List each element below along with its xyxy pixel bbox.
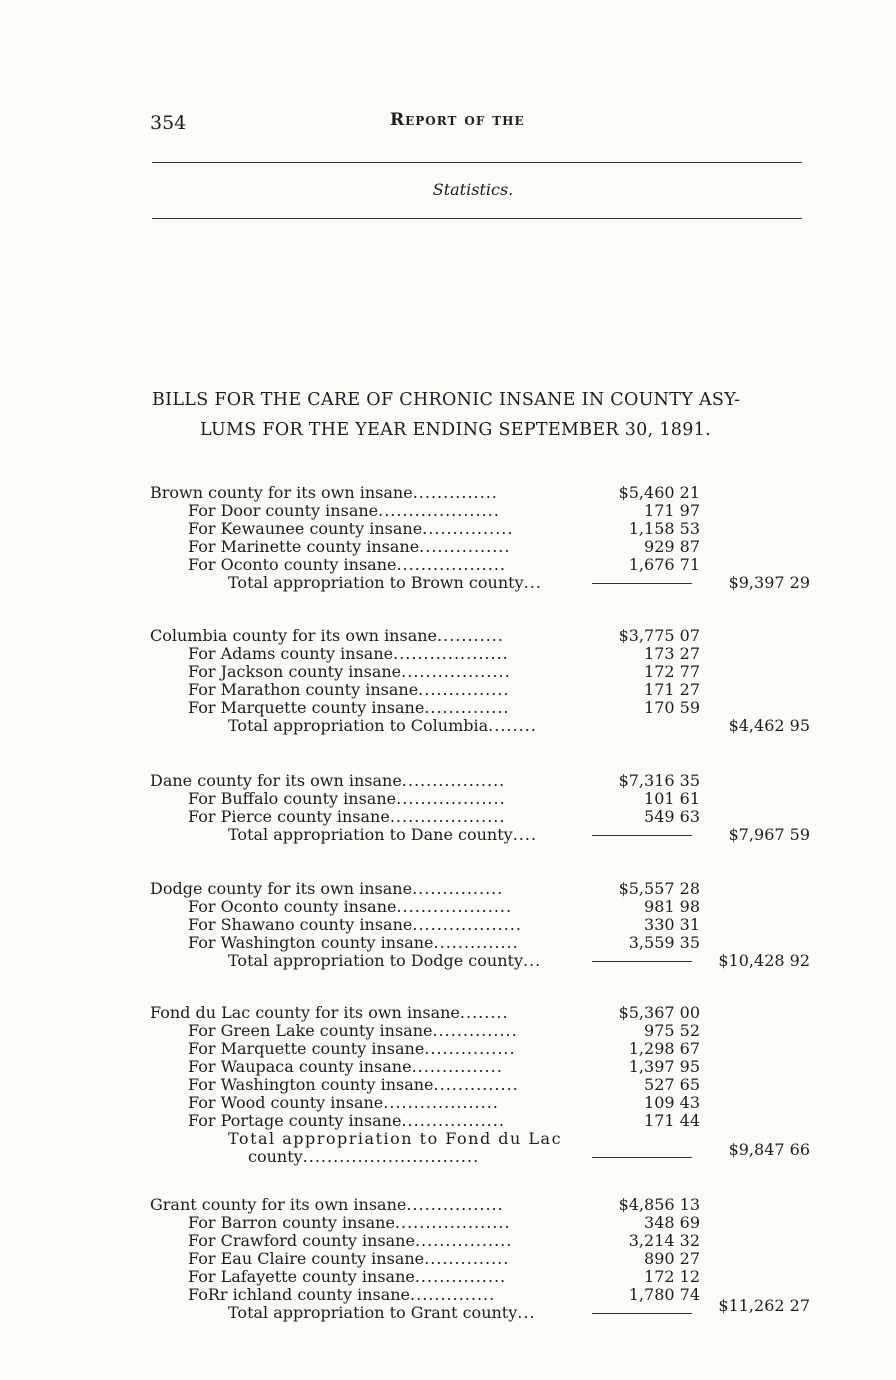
leader-dots: ....: [512, 825, 538, 844]
bill-label: For Washington county insane: [188, 1075, 434, 1094]
table-title-line-1: BILLS FOR THE CARE OF CHRONIC INSANE IN COUNTY ASY-: [152, 390, 741, 410]
leader-dots: ..............: [424, 1249, 510, 1268]
total-label: Total appropriation to Brown county: [228, 573, 524, 592]
leader-dots: ........: [488, 716, 537, 735]
bill-line: [150, 484, 830, 502]
total-label: Total appropriation to Grant county: [228, 1303, 518, 1322]
sum-rule: [592, 961, 692, 962]
county-group-grant: [150, 1196, 830, 1322]
bill-line: [150, 790, 830, 808]
leader-dots: ..............: [424, 698, 510, 717]
total-amount: $10,428 92: [718, 951, 810, 970]
bill-label: For Green Lake county insane: [188, 1021, 433, 1040]
leader-dots: ..............: [433, 1075, 519, 1094]
bill-amount: 527 65: [644, 1075, 700, 1094]
sum-rule: [592, 583, 692, 584]
bill-line: [150, 1094, 830, 1112]
bill-amount: $7,316 35: [618, 771, 700, 790]
bill-amount: 1,397 95: [628, 1057, 700, 1076]
leader-dots: ...............: [411, 1057, 503, 1076]
total-amount: $7,967 59: [728, 825, 810, 844]
sum-rule: [592, 1313, 692, 1314]
bill-line: [150, 556, 830, 574]
leader-dots: ...............: [418, 680, 510, 699]
top-rule: [152, 162, 802, 163]
bill-amount: 109 43: [644, 1093, 700, 1112]
bill-label: For Barron county insane: [188, 1213, 395, 1232]
total-label: Total appropriation to Columbia: [228, 716, 489, 735]
bill-amount: 981 98: [644, 897, 700, 916]
leader-dots: ...............: [412, 879, 504, 898]
bill-line: [150, 880, 830, 898]
bill-line: [150, 898, 830, 916]
bill-amount: $5,557 28: [618, 879, 700, 898]
county-group-dodge: [150, 880, 830, 970]
bill-line: [150, 1214, 830, 1232]
bill-label: For Marquette county insane: [188, 698, 425, 717]
leader-dots: ...................: [393, 644, 509, 663]
total-line: [150, 717, 830, 735]
bill-line: [150, 699, 830, 717]
bill-amount: 171 97: [644, 501, 700, 520]
county-group-fond-du-lac: [150, 1004, 830, 1166]
leader-dots: ...: [522, 951, 542, 970]
leader-dots: ..................: [412, 915, 522, 934]
bill-line: [150, 1250, 830, 1268]
leader-dots: ................: [406, 1195, 504, 1214]
leader-dots: ...............: [419, 537, 511, 556]
total-label: Total appropriation to Dodge county: [228, 951, 523, 970]
bill-line: [150, 1232, 830, 1250]
bill-label: For Portage county insane: [188, 1111, 402, 1130]
leader-dots: ....................: [378, 501, 500, 520]
leader-dots: ..............: [412, 483, 498, 502]
bill-label: For Kewaunee county insane: [188, 519, 423, 538]
bill-line: [150, 808, 830, 826]
leader-dots: ...................: [396, 897, 513, 916]
total-line: [150, 826, 830, 844]
bill-line: [150, 538, 830, 556]
sum-rule: [592, 835, 692, 836]
leader-dots: ..................: [396, 789, 506, 808]
bill-label: Columbia county for its own insane: [150, 626, 438, 645]
bill-line: [150, 1196, 830, 1214]
bill-line: [150, 663, 830, 681]
bill-label: For Marathon county insane: [188, 680, 419, 699]
section-head-text: Statistics.: [432, 180, 514, 199]
bill-line: [150, 627, 830, 645]
county-group-columbia: [150, 627, 830, 735]
bill-label: For Oconto county insane: [188, 555, 397, 574]
bill-label: For Buffalo county insane: [188, 789, 397, 808]
leader-dots: ..............: [432, 1021, 518, 1040]
bill-amount: $5,367 00: [618, 1003, 700, 1022]
bill-line: [150, 520, 830, 538]
page-number: 354: [150, 112, 187, 134]
bill-amount: 929 87: [644, 537, 700, 556]
leader-dots: ................: [414, 1231, 513, 1250]
bill-amount: 172 77: [644, 662, 700, 681]
bill-label: Grant county for its own insane: [150, 1195, 407, 1214]
bill-line: [150, 772, 830, 790]
running-head: Report of the: [390, 110, 525, 130]
bill-label: For Door county insane: [188, 501, 379, 520]
leader-dots: ...............: [414, 1267, 507, 1286]
bill-label: FoRr ichland county insane: [188, 1285, 411, 1304]
bill-amount: 890 27: [644, 1249, 700, 1268]
bill-label: For Adams county insane: [188, 644, 394, 663]
total-label-continued: county: [248, 1147, 303, 1166]
bill-label: For Marinette county insane: [188, 537, 420, 556]
section-head: [0, 180, 896, 199]
leader-dots: ...........: [437, 626, 504, 645]
bill-amount: $3,775 07: [618, 626, 700, 645]
bill-amount: $5,460 21: [618, 483, 700, 502]
total-amount: $9,847 66: [728, 1140, 810, 1159]
leader-dots: ...................: [383, 1093, 499, 1112]
total-amount: $9,397 29: [728, 573, 810, 592]
bill-amount: 171 44: [644, 1111, 700, 1130]
bill-label: For Eau Claire county insane: [188, 1249, 425, 1268]
bill-amount: 3,559 35: [628, 933, 700, 952]
total-line-continued: [150, 1140, 830, 1166]
leader-dots: ..............: [433, 933, 519, 952]
bill-label: Fond du Lac county for its own insane: [150, 1003, 460, 1022]
bottom-rule: [152, 218, 802, 219]
leader-dots: ...................: [389, 807, 506, 826]
bill-amount: 1,298 67: [628, 1039, 700, 1058]
bill-line: [150, 1004, 830, 1022]
bill-amount: 348 69: [644, 1213, 700, 1232]
bill-amount: 1,158 53: [628, 519, 700, 538]
total-line: [150, 1296, 830, 1322]
leader-dots: ..................: [401, 662, 511, 681]
leader-dots: .............................: [302, 1147, 480, 1166]
bill-line: [150, 645, 830, 663]
total-label: Total appropriation to Dane county: [228, 825, 513, 844]
bill-amount: 975 52: [644, 1021, 700, 1040]
bill-amount: $4,856 13: [618, 1195, 700, 1214]
bill-amount: 170 59: [644, 698, 700, 717]
bill-label: For Crawford county insane: [188, 1231, 415, 1250]
leader-dots: ........: [459, 1003, 509, 1022]
bill-line: [150, 681, 830, 699]
bill-amount: 330 31: [644, 915, 700, 934]
sum-rule: [592, 1157, 692, 1158]
bill-amount: 171 27: [644, 680, 700, 699]
bill-label: For Shawano county insane: [188, 915, 413, 934]
bill-amount: 3,214 32: [628, 1231, 700, 1250]
bill-label: For Lafayette county insane: [188, 1267, 415, 1286]
bill-amount: 173 27: [644, 644, 700, 663]
bill-label: For Marquette county insane: [188, 1039, 425, 1058]
leader-dots: ...: [517, 1303, 536, 1322]
total-amount: $11,262 27: [718, 1296, 810, 1315]
leader-dots: ...............: [424, 1039, 516, 1058]
bill-amount: 1,676 71: [628, 555, 700, 574]
bill-label: Dodge county for its own insane: [150, 879, 413, 898]
leader-dots: .................: [401, 771, 506, 790]
bill-label: For Jackson county insane: [188, 662, 402, 681]
bill-label: For Pierce county insane: [188, 807, 390, 826]
bill-line: [150, 1022, 830, 1040]
bill-amount: 549 63: [644, 807, 700, 826]
bill-label: For Wood county insane: [188, 1093, 384, 1112]
bill-amount: 172 12: [644, 1267, 700, 1286]
bill-label: For Oconto county insane: [188, 897, 397, 916]
bill-line: [150, 1058, 830, 1076]
bill-amount: 1,780 74: [628, 1285, 700, 1304]
county-group-dane: [150, 772, 830, 844]
bill-line: [150, 934, 830, 952]
bill-label: Dane county for its own insane: [150, 771, 402, 790]
leader-dots: ...............: [422, 519, 514, 538]
leader-dots: ...................: [394, 1213, 511, 1232]
total-label: Total appropriation to Fond du Lac: [228, 1129, 563, 1148]
county-group-brown: [150, 484, 830, 592]
bill-line: [150, 1040, 830, 1058]
total-line: [150, 574, 830, 592]
bill-label: Brown county for its own insane: [150, 483, 413, 502]
bill-amount: 101 61: [644, 789, 700, 808]
bill-label: For Waupaca county insane: [188, 1057, 412, 1076]
bill-line: [150, 502, 830, 520]
table-title-line-2: LUMS FOR THE YEAR ENDING SEPTEMBER 30, 1891.: [200, 420, 711, 440]
bill-line: [150, 1112, 830, 1130]
total-line: [150, 952, 830, 970]
bill-line: [150, 1268, 830, 1286]
leader-dots: .................: [401, 1111, 505, 1130]
total-amount: $4,462 95: [728, 716, 810, 735]
bill-line: [150, 1076, 830, 1094]
leader-dots: ..................: [396, 555, 507, 574]
leader-dots: ...: [523, 573, 542, 592]
bill-label: For Washington county insane: [188, 933, 434, 952]
leader-dots: ..............: [410, 1285, 496, 1304]
bill-line: [150, 916, 830, 934]
